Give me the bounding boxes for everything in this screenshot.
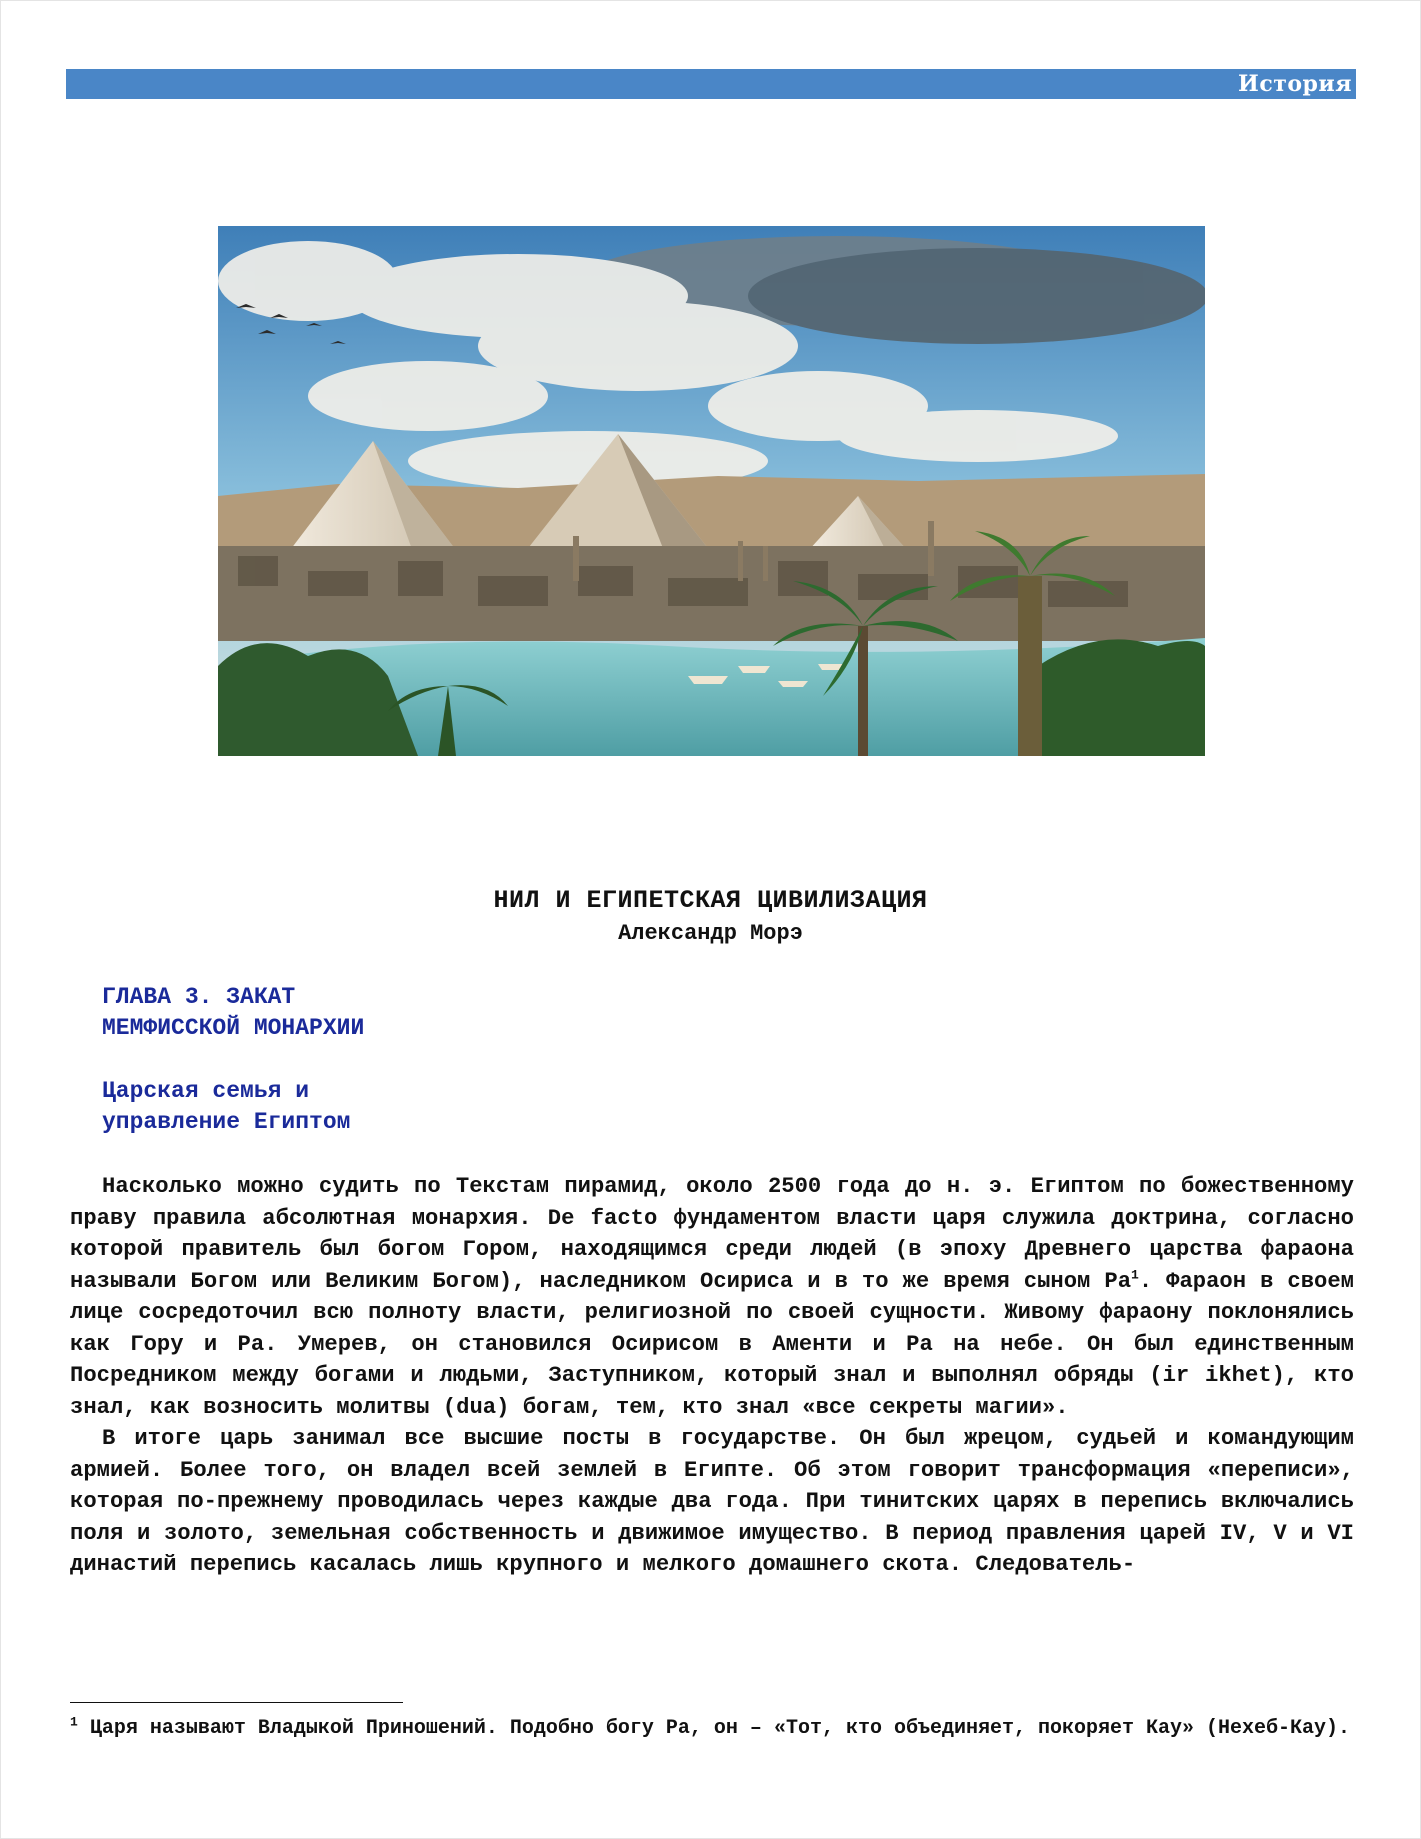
section-title-line-2: управление Египтом — [102, 1109, 351, 1135]
title-block — [0, 884, 1421, 950]
section-label: История — [1238, 71, 1352, 97]
section-title-line-1: Царская семья и — [102, 1078, 310, 1104]
chapter-heading — [102, 982, 662, 1138]
paragraph-1-part-b: . Фараон в своем лице сосредоточил всю полноту власти, религиозной по своей сущности. Живому фараону поклонялись как Гору и Ра. Умерев, он становился Осирисом в Аменти и Ра на небе. Он был единственным Посредником между богами и людьми, Заступником, который знал и выполнял обряды (ir ikhet), кто знал, как возносить молитвы (dua) богам, тем, кто знал «все секреты магии». — [70, 1268, 1354, 1420]
pyramids-nile-illustration — [218, 226, 1205, 756]
document-title: НИЛ И ЕГИПЕТСКАЯ ЦИВИЛИЗАЦИЯ — [493, 886, 928, 915]
paragraph-1-part-a: Насколько можно судить по Текстам пирамид, около 2500 года до н. э. Египтом по божественному праву правила абсолютная монархия. De facto фундаментом власти царя служила доктрина, согласно которой правитель был богом Гором, находящимся среди людей (в эпоху Древнего царства фараона называли Богом или Великим Богом), наследником Осириса и в то же время сыном Ра — [70, 1174, 1354, 1294]
paragraph-1 — [70, 1171, 1354, 1423]
document-author: Александр Морэ — [618, 921, 803, 946]
footnote-divider — [70, 1702, 403, 1703]
footnote-text: Царя называют Владыкой Приношений. Подобно богу Ра, он – «Тот, кто объединяет, покоряет Кау» (Нехеб-Кау). — [89, 1717, 1351, 1740]
footnote-mark: 1 — [70, 1714, 78, 1730]
illustration-svg — [218, 226, 1205, 756]
chapter-title-line-1: ГЛАВА 3. ЗАКАТ — [102, 984, 296, 1010]
section-header-bar — [66, 69, 1356, 99]
chapter-title-line-2: МЕМФИССКОЙ МОНАРХИИ — [102, 1015, 365, 1041]
body-text — [70, 1171, 1354, 1581]
paragraph-2: В итоге царь занимал все высшие посты в государстве. Он был жрецом, судьей и командующим армией. Более того, он владел всей землей в Египте. Об этом говорит трансформация «переписи», которая по-прежнему проводилась через каждые два года. При тинитских царях в перепись включались поля и золото, земельная собственность и движимое имущество. В период правления царей IV, V и VI династий перепись касалась лишь крупного и мелкого домашнего скота. Следователь- — [70, 1426, 1354, 1577]
footnote-reference[interactable]: 1 — [1131, 1267, 1139, 1283]
footnote — [70, 1714, 1354, 1744]
